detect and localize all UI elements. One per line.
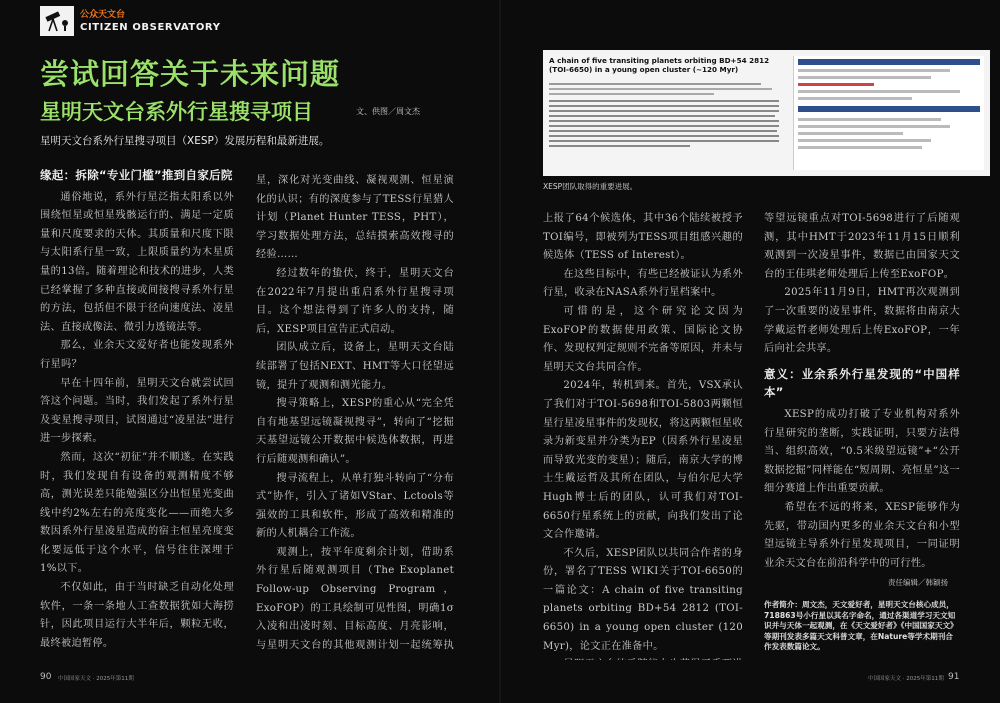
page-number-left: 90 [40,672,52,682]
paragraph: XESP的成功打破了专业机构对系外行星研究的垄断，实践证明，只要方法得当、组织高效，“0.5米级望远镜”+“公开数据挖掘”同样能在“短周期、亮恒星”这一细分赛道上作出重要贡献。 [764,408,960,495]
left-column-2 [256,172,454,654]
article-title: 尝试回答关于未来问题 [40,57,341,91]
author-note: 作者简介：周文杰，天文爱好者，星明天文台核心成员，718863号小行星以其名字命名，通过各渠道学习天文知识并与天体一起观测，在《天文爱好者》《中国国家天文》等期刊发表多篇天文科普文章，在Nature等学术期刊合作发表数篇论文。 [764,600,958,651]
article-subtitle: 星明天文台系外行星搜寻项目 [40,99,313,124]
paragraph: 经过数年的蛰伏，终于，星明天文台在2022年7月提出重启系外行星搜寻项目。这个想法得到了许多人的支持，随后，XESP项目宣告正式启动。 [256,267,454,335]
paragraph: 可惜的是，这个研究论文因为ExoFOP的数据使用政策、国际论文协作、发现权判定规则不完备等原因，并未与星明天文台共同合作。 [543,305,743,373]
paragraph: 早在十四年前，星明天文台就尝试回答这个问题。当时，我们发起了系外行星及变星搜寻项目，试图通过“凌星法”进行进一步探索。 [40,377,234,445]
paragraph [543,656,743,660]
paragraph: 2024年，转机到来。首先，VSX承认了我们对于TOI-5698和TOI-5803两颗恒星行星凌星事件的发现权，将这两颗恒星收录为新变星并分类为EP（因系外行星凌星而导致光变的变星）；随后，南京大学的博士生戴运哲及其所在团队，与伯尔尼大学Hugh博士后的团队，认可我们对TOI-6650行星系统上的贡献，向我们发出了论文合作邀请。 [543,380,743,541]
section-badge [40,6,221,36]
paragraph: 不仅如此，由于当时缺乏自动化处理软件，一条一条地人工查数据犹如大海捞针，因此项目运行大半年后，颗粒无收，最终被迫暂停。 [40,582,234,649]
editor-credit: 责任编辑／韩颖扬 [888,578,948,587]
left-column-1 [40,164,234,654]
section-label-cn: 公众天文台 [80,9,126,20]
lead-text: 星明天文台系外行星搜寻项目（XESP）发展历程和最新进展。 [40,135,330,147]
paper-title: A chain of five transiting planets orbiting BD+54 2812 (TOI-6650) in a young open cluster (~120 Myr) [549,56,770,74]
paragraph: 搜寻策略上，XESP的重心从“完全凭自有地基望远镜凝视搜寻”，转向了“挖掘天基望远镜公开数据中候选体数据，再进行后随观测和确认”。 [256,398,454,465]
paragraph: 2025年11月9日，HMT再次观测到了一次重要的凌星事件，数据将由南京大学戴运哲老师处理后上传ExoFOP，一年后向社会共享。 [764,287,960,355]
paper-sidebar-panel [793,56,984,170]
telescope-logo-icon [40,6,74,36]
paper-screenshot [543,50,990,176]
paragraph: 等望远镜重点对TOI-5698进行了后随观测，其中HMT于2023年11月15日顺利观测到一次凌星事件，数据已由国家天文台的王佳琪老师处理后上传至ExoFOP。 [764,213,960,280]
section-heading-significance: 意义：业余系外行星发现的“中国样本” [764,366,960,400]
byline: 文、供图／周文杰 [356,107,420,116]
paragraph: 团队成立后，设备上，星明天文台陆续部署了包括NEXT、HMT等大口径望远镜，提升了观测和测光能力。 [256,342,454,391]
footer-magazine-left: 中国国家天文 · 2025年第11期 [58,676,134,682]
paragraph: 不久后，XESP团队以共同合作者的身份，署名了TESS WIKI关于TOI-6650的一篇论文：A chain of five transiting planets orbiting BD+54 2812 (TOI-6650) in a young open cluster (120 Myr)，论文正在准备中。 [543,547,743,652]
paragraph [40,653,234,654]
right-column-2 [764,210,960,570]
right-page [502,0,1000,703]
paragraph: 那么，业余天文爱好者也能发现系外行星吗？ [40,340,234,370]
paper-caption: XESP团队取得的重要进展。 [543,182,638,191]
paragraph: 搜寻流程上，从单打独斗转向了“分布式”协作，引入了诸如VStar、Lctools等强效的工具和软件，形成了高效和精准的新的人机耦合工作流。 [256,472,454,540]
section-heading-origin: 缘起：拆除“专业门槛”推到自家后院 [40,168,233,182]
right-column-1 [543,210,743,660]
paragraph: 然而，这次“初征”并不顺遂。在实践时，我们发现自有设备的观测精度不够高，测光误差只能勉强区分出恒星光变曲线中约2%左右的亮度变化——而绝大多数因系外行星凌星造成的宿主恒星亮度变化要远低于这个水平，信号往往深埋于1%以下。 [40,451,234,575]
left-page [0,0,498,703]
paragraph: 观测上，按平年度剩余计划，借助系外行星后随观测项目（The Exoplanet Follow-up Observing Program，ExoFOP）的工具绘制可见性图，明确1σ入凌和出凌时刻、目标高度、月亮影响，与星明天文台的其他观测计划一起统筹执 [256,546,454,651]
page-number-right: 91 [948,672,960,682]
paragraph: 上报了64个候选体，其中36个陆续被授予TOI编号，即被列为TESS项目组感兴趣的候选体（TESS of Interest）。 [543,213,743,262]
paragraph: 通俗地说，系外行星泛指太阳系以外围绕恒星或恒星残骸运行的、满足一定质量和尺度要求的天体。其质量和尺度下限与太阳系行星一致，上限质量约为木星质量的13倍。随着理论和技术的进步，人类已经掌握了多种直接或间接搜寻系外行星的方法，包括但不限于径向速度法、凌星法、直接成像法、微引力透镜法等。 [40,191,234,333]
paragraph: 星，深化对光变曲线、凝视观测、恒星演化的认识；有的深度参与了TESS行星猎人计划（Planet Hunter TESS，PHT），学习数据处理方法，总结摸索高效搜寻的经验…… [256,175,454,261]
paragraph: 在这些目标中，有些已经被证认为系外行星，收录在NASA系外行星档案中。 [543,268,743,299]
footer-magazine-right: 中国国家天文 · 2025年第11期 [868,676,944,682]
paragraph: 希望在不远的将来，XESP能够作为先驱，带动国内更多的业余天文台和小型望远镜主导系外行星发现项目，一同证明业余天文台在前沿科学中的可行性。 [764,501,960,569]
paper-abstract-lines [549,80,784,150]
section-label-en: CITIZEN OBSERVATORY [80,21,221,33]
